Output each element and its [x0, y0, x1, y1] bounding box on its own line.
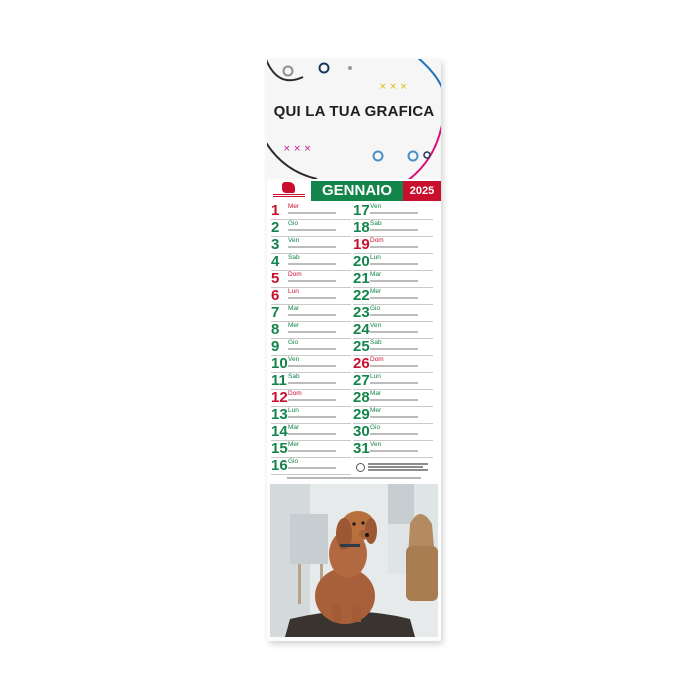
day-row — [271, 424, 351, 441]
weekday-label: Dom — [370, 356, 384, 363]
saint-name-line — [288, 467, 336, 469]
weekday-label: Lun — [288, 288, 299, 295]
weekday-label: Dom — [288, 390, 302, 397]
moon-phases-block — [356, 461, 436, 474]
day-row — [271, 390, 351, 407]
day-number: 26 — [353, 355, 370, 372]
ring-icon — [374, 152, 383, 161]
weekday-label: Gio — [288, 220, 299, 227]
day-row — [271, 458, 351, 475]
horse-logo-icon — [282, 182, 295, 193]
day-number: 18 — [353, 219, 370, 236]
saint-name-line — [288, 365, 336, 367]
day-number: 21 — [353, 270, 370, 287]
fine-print-line — [287, 477, 421, 479]
saint-name-line — [288, 229, 336, 231]
day-row — [353, 271, 433, 288]
saint-name-line — [288, 280, 336, 282]
day-number: 15 — [271, 440, 288, 457]
day-row — [271, 407, 351, 424]
saint-name-line — [370, 263, 418, 265]
day-row — [271, 441, 351, 458]
day-row — [353, 254, 433, 271]
day-number: 5 — [271, 270, 280, 287]
weekday-label: Mar — [288, 424, 300, 431]
saint-name-line — [288, 246, 336, 248]
brand-logo — [267, 181, 311, 201]
day-row — [271, 271, 351, 288]
weekday-label: Gio — [370, 424, 381, 431]
weekday-label: Gio — [288, 339, 299, 346]
day-row — [353, 390, 433, 407]
moon-phase-text — [368, 469, 428, 471]
day-number: 16 — [271, 457, 288, 474]
saint-name-line — [370, 212, 418, 214]
day-number: 14 — [271, 423, 288, 440]
cross-marks-yellow: × × × — [379, 82, 408, 92]
ring-icon — [424, 152, 430, 158]
weekday-label: Ven — [288, 356, 300, 363]
weekday-label: Gio — [370, 305, 381, 312]
wall-calendar — [267, 59, 441, 641]
day-number: 3 — [271, 236, 280, 253]
day-row — [353, 237, 433, 254]
day-row — [271, 220, 351, 237]
day-row — [271, 339, 351, 356]
day-number: 10 — [271, 355, 288, 372]
day-row — [271, 254, 351, 271]
weekday-label: Ven — [288, 237, 300, 244]
saint-name-line — [288, 263, 336, 265]
weekday-label: Sab — [370, 220, 382, 227]
weekday-label: Mar — [370, 271, 382, 278]
day-row — [353, 339, 433, 356]
day-row — [353, 305, 433, 322]
day-number: 31 — [353, 440, 370, 457]
logo-text-lines — [273, 194, 305, 195]
saint-name-line — [288, 212, 336, 214]
weekday-label: Mer — [288, 203, 300, 210]
weekday-label: Sab — [288, 373, 300, 380]
calendar-grid — [267, 181, 441, 481]
ring-icon — [409, 152, 418, 161]
weekday-label: Mar — [370, 390, 382, 397]
calendar-header — [267, 59, 441, 179]
day-number: 7 — [271, 304, 280, 321]
saint-name-line — [288, 314, 336, 316]
weekday-label: Mer — [370, 288, 382, 295]
day-row — [353, 288, 433, 305]
weekday-label: Ven — [370, 441, 382, 448]
saint-name-line — [370, 246, 418, 248]
day-number: 30 — [353, 423, 370, 440]
weekday-label: Mer — [370, 407, 382, 414]
saint-name-line — [288, 331, 336, 333]
day-row — [353, 373, 433, 390]
saint-name-line — [370, 399, 418, 401]
weekday-label: Dom — [288, 271, 302, 278]
day-number: 28 — [353, 389, 370, 406]
saint-name-line — [370, 229, 418, 231]
moon-icon — [356, 463, 365, 472]
weekday-label: Gio — [288, 458, 299, 465]
day-row — [353, 356, 433, 373]
saint-name-line — [370, 416, 418, 418]
weekday-label: Dom — [370, 237, 384, 244]
day-number: 17 — [353, 202, 370, 219]
saint-name-line — [370, 365, 418, 367]
saint-name-line — [370, 331, 418, 333]
day-number: 4 — [271, 253, 280, 270]
saint-name-line — [370, 382, 418, 384]
day-row — [353, 203, 433, 220]
weekday-label: Lun — [370, 254, 381, 261]
weekday-label: Mar — [288, 305, 300, 312]
day-row — [271, 305, 351, 322]
day-number: 9 — [271, 338, 280, 355]
weekday-label: Sab — [288, 254, 300, 261]
saint-name-line — [288, 416, 336, 418]
corner-arc-top-left — [267, 59, 303, 80]
day-row — [353, 322, 433, 339]
month-name: GENNAIO — [311, 181, 403, 201]
day-number: 27 — [353, 372, 370, 389]
day-number: 29 — [353, 406, 370, 423]
placeholder-headline: QUI LA TUA GRAFICA — [273, 103, 435, 120]
corner-arc-bottom-right — [407, 119, 441, 179]
day-number: 12 — [271, 389, 288, 406]
day-row — [271, 322, 351, 339]
day-row — [353, 407, 433, 424]
weekday-label: Ven — [370, 322, 382, 329]
moon-phase-text — [368, 466, 423, 468]
weekday-label: Sab — [370, 339, 382, 346]
day-number: 22 — [353, 287, 370, 304]
days-column-right — [353, 203, 433, 458]
saint-name-line — [288, 348, 336, 350]
weekday-label: Lun — [288, 407, 299, 414]
weekday-label: Lun — [370, 373, 381, 380]
ring-icon — [284, 67, 293, 76]
saint-name-line — [288, 450, 336, 452]
saint-name-line — [288, 433, 336, 435]
day-row — [353, 441, 433, 458]
saint-name-line — [370, 348, 418, 350]
day-number: 19 — [353, 236, 370, 253]
saint-name-line — [370, 433, 418, 435]
day-number: 8 — [271, 321, 280, 338]
saint-name-line — [370, 297, 418, 299]
day-number: 25 — [353, 338, 370, 355]
saint-name-line — [370, 280, 418, 282]
moon-phase-text — [368, 463, 428, 465]
day-number: 20 — [353, 253, 370, 270]
weekday-label: Ven — [370, 203, 382, 210]
day-row — [271, 373, 351, 390]
hole-icon — [348, 66, 352, 70]
day-number: 13 — [271, 406, 288, 423]
day-row — [271, 237, 351, 254]
year-label: 2025 — [403, 181, 441, 201]
saint-name-line — [288, 297, 336, 299]
cross-marks-magenta: × × × — [283, 144, 312, 154]
poodle-photo — [270, 484, 438, 637]
saint-name-line — [370, 314, 418, 316]
corner-arc-top-right — [417, 59, 441, 99]
day-row — [353, 220, 433, 237]
day-number: 11 — [271, 372, 287, 389]
day-number: 24 — [353, 321, 370, 338]
day-row — [271, 203, 351, 220]
days-column-left — [271, 203, 351, 475]
weekday-label: Mer — [288, 322, 300, 329]
saint-name-line — [288, 382, 336, 384]
day-number: 1 — [271, 202, 280, 219]
day-number: 2 — [271, 219, 280, 236]
saint-name-line — [370, 450, 418, 452]
photo-dog — [270, 484, 438, 637]
day-row — [271, 288, 351, 305]
day-row — [271, 356, 351, 373]
ring-icon — [320, 64, 329, 73]
weekday-label: Mer — [288, 441, 300, 448]
day-number: 23 — [353, 304, 370, 321]
day-row — [353, 424, 433, 441]
saint-name-line — [288, 399, 336, 401]
day-number: 6 — [271, 287, 280, 304]
month-bar — [267, 181, 441, 201]
